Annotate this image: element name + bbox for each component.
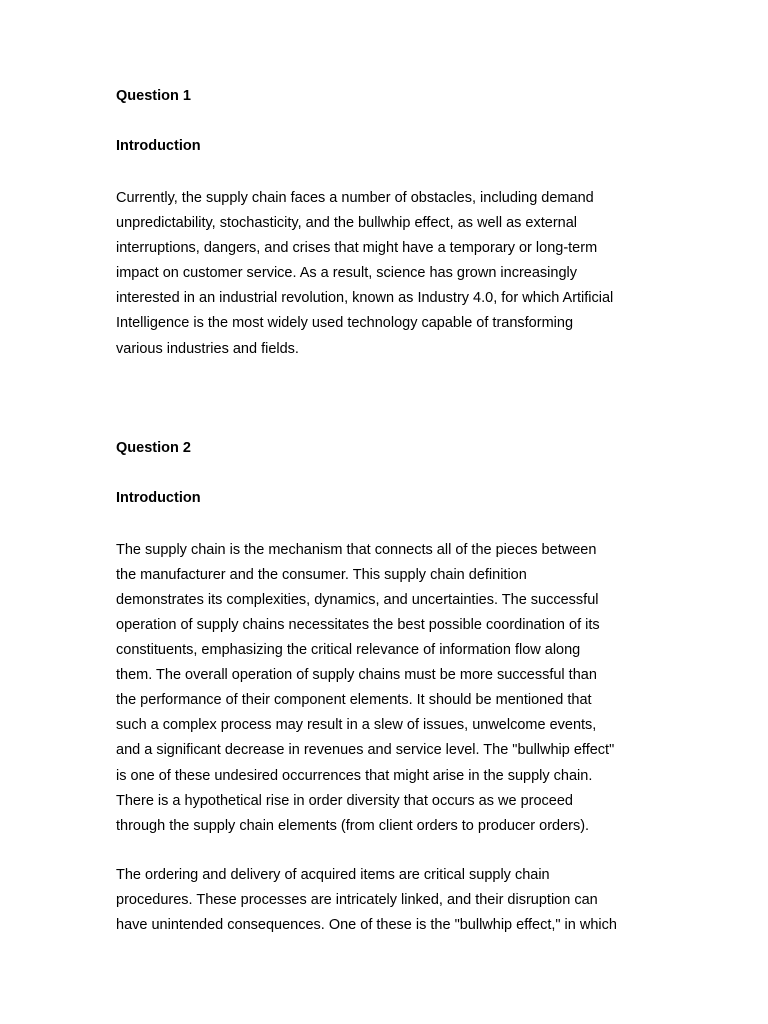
text-line: various industries and fields. — [116, 340, 299, 357]
text-line: constituents, emphasizing the critical relevance of information flow along — [116, 642, 581, 659]
introduction-heading: Introduction — [116, 489, 201, 506]
text-line: The ordering and delivery of acquired items are critical supply chain — [116, 866, 550, 883]
text-line: the performance of their component elements. It should be mentioned that — [116, 692, 592, 709]
text-line: interested in an industrial revolution, known as Industry 4.0, for which Artificial — [116, 290, 614, 307]
text-line: is one of these undesired occurrences that might arise in the supply chain. — [116, 767, 593, 784]
paragraph — [116, 538, 656, 839]
paragraph — [116, 863, 656, 938]
text-line: through the supply chain elements (from client orders to producer orders). — [116, 817, 590, 834]
text-line: unpredictability, stochasticity, and the bullwhip effect, as well as external — [116, 215, 578, 232]
text-line: the manufacturer and the consumer. This supply chain definition — [116, 566, 527, 583]
text-line: impact on customer service. As a result, science has grown increasingly — [116, 265, 577, 282]
text-line: procedures. These processes are intricately linked, and their disruption can — [116, 891, 598, 908]
question-heading: Question 2 — [116, 439, 191, 456]
text-line: There is a hypothetical rise in order diversity that occurs as we proceed — [116, 792, 573, 809]
paragraph — [116, 186, 656, 362]
text-line: The supply chain is the mechanism that connects all of the pieces between — [116, 541, 597, 558]
text-line: them. The overall operation of supply chains must be more successful than — [116, 667, 597, 684]
text-line: Currently, the supply chain faces a number of obstacles, including demand — [116, 190, 594, 206]
section-question-1 — [116, 86, 656, 362]
introduction-heading: Introduction — [116, 138, 201, 154]
text-line: such a complex process may result in a slew of issues, unwelcome events, — [116, 717, 597, 734]
text-line: interruptions, dangers, and crises that might have a temporary or long-term — [116, 240, 598, 257]
text-line: operation of supply chains necessitates the best possible coordination of its — [116, 616, 600, 633]
text-line: and a significant decrease in revenues and service level. The "bullwhip effect" — [116, 742, 615, 759]
text-line: Intelligence is the most widely used technology capable of transforming — [116, 315, 574, 332]
question-heading: Question 1 — [116, 88, 191, 104]
document-page — [116, 86, 656, 938]
section-question-2 — [116, 438, 656, 938]
text-line: have unintended consequences. One of these is the "bullwhip effect," in which — [116, 916, 617, 933]
text-line: demonstrates its complexities, dynamics, and uncertainties. The successful — [116, 591, 599, 608]
